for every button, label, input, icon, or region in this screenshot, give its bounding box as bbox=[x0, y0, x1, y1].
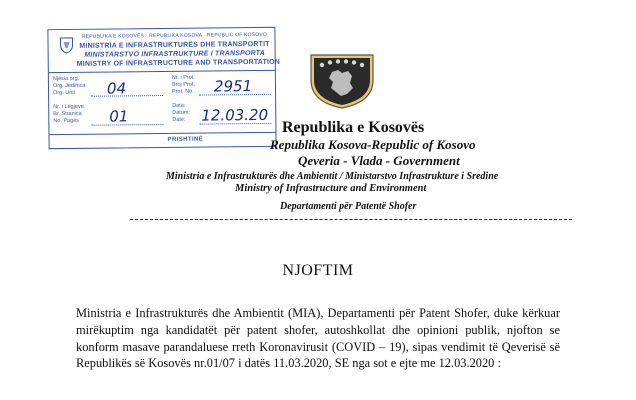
stamp-emblem-icon bbox=[58, 36, 74, 54]
stamp-header-en: MINISTRY OF INFRASTRUCTURE AND TRANSPORTATION bbox=[76, 58, 281, 68]
header-republika-bilingual: Republika Kosova-Republic of Kosovo bbox=[270, 137, 476, 152]
stamp-label: Data: bbox=[172, 102, 186, 109]
stamp-org-unit-value: 04 bbox=[106, 79, 127, 98]
document-title: NJOFTIM bbox=[282, 262, 354, 279]
stamp-label: Datum: bbox=[172, 109, 191, 116]
stamp-header bbox=[76, 31, 281, 69]
stamp-label: Org. Unit bbox=[53, 89, 76, 97]
stamp-label: No. Pages bbox=[53, 117, 80, 125]
stamp-label: Prot. No. bbox=[172, 88, 194, 95]
document-body: Ministria e Infrastrukturës dhe Ambientit (MIA), Departamenti për Patent Shofer, duke kërkuar mirëkuptim nga kandidatët për patent shofer, autoshkollat dhe opinioni publik, njofton se konform masave parandaluese rreth Koronavirusit (COVID – 19), sipas vendimit të Qeverisë së Republikës së Kosovës nr.01/07 i datës 11.03.2020, SE nga sot e ejte me 12.03.2020 : bbox=[76, 306, 560, 371]
stamp-divider bbox=[49, 70, 275, 73]
kosovo-coat-of-arms-icon bbox=[308, 52, 376, 110]
header-republika: Republika e Kosovës bbox=[282, 119, 425, 136]
stamp-prot-no-value: 2951 bbox=[213, 77, 253, 96]
stamp-fill-line bbox=[91, 95, 163, 97]
registration-stamp bbox=[47, 27, 281, 149]
header-departamenti: Departamenti për Patentë Shofer bbox=[280, 201, 417, 212]
stamp-label: Br. Stranica bbox=[53, 110, 82, 118]
stamp-header-small: REPUBLIKA E KOSOVËS · REPUBLIKA KOSOVA · REPUBLIC OF KOSOVO bbox=[81, 31, 268, 40]
header-divider bbox=[130, 219, 572, 220]
stamp-label: Org. Jedinica bbox=[52, 82, 86, 90]
header-ministria: Ministria e Infrastrukturës dhe Ambientit / Ministarstvo Infrastrukture i Sredine bbox=[166, 171, 499, 182]
stamp-label: Njësia org. bbox=[52, 75, 80, 83]
stamp-header-sq: MINISTRIA E INFRASTRUKTURËS DHE TRANSPORTIT bbox=[79, 40, 270, 50]
header-ministry-en: Ministry of Infrastructure and Environment bbox=[235, 183, 427, 194]
stamp-label: Nr. i Prot. bbox=[171, 74, 195, 81]
stamp-header-sr: MINISTARSTVO INFRASTRUKTURE I TRANSPORTA bbox=[84, 49, 266, 59]
stamp-date-value: 12.03.20 bbox=[201, 105, 269, 125]
stamp-city: PRISHTINË bbox=[167, 136, 204, 143]
stamp-divider bbox=[49, 132, 275, 135]
stamp-label: Date: bbox=[172, 116, 186, 123]
stamp-label: Broj Prot. bbox=[171, 81, 195, 88]
stamp-label: Nr. i Lëgjeve bbox=[53, 103, 84, 111]
header-qeveria: Qeveria - Vlada - Government bbox=[298, 153, 460, 168]
stamp-pages-value: 01 bbox=[109, 107, 129, 126]
